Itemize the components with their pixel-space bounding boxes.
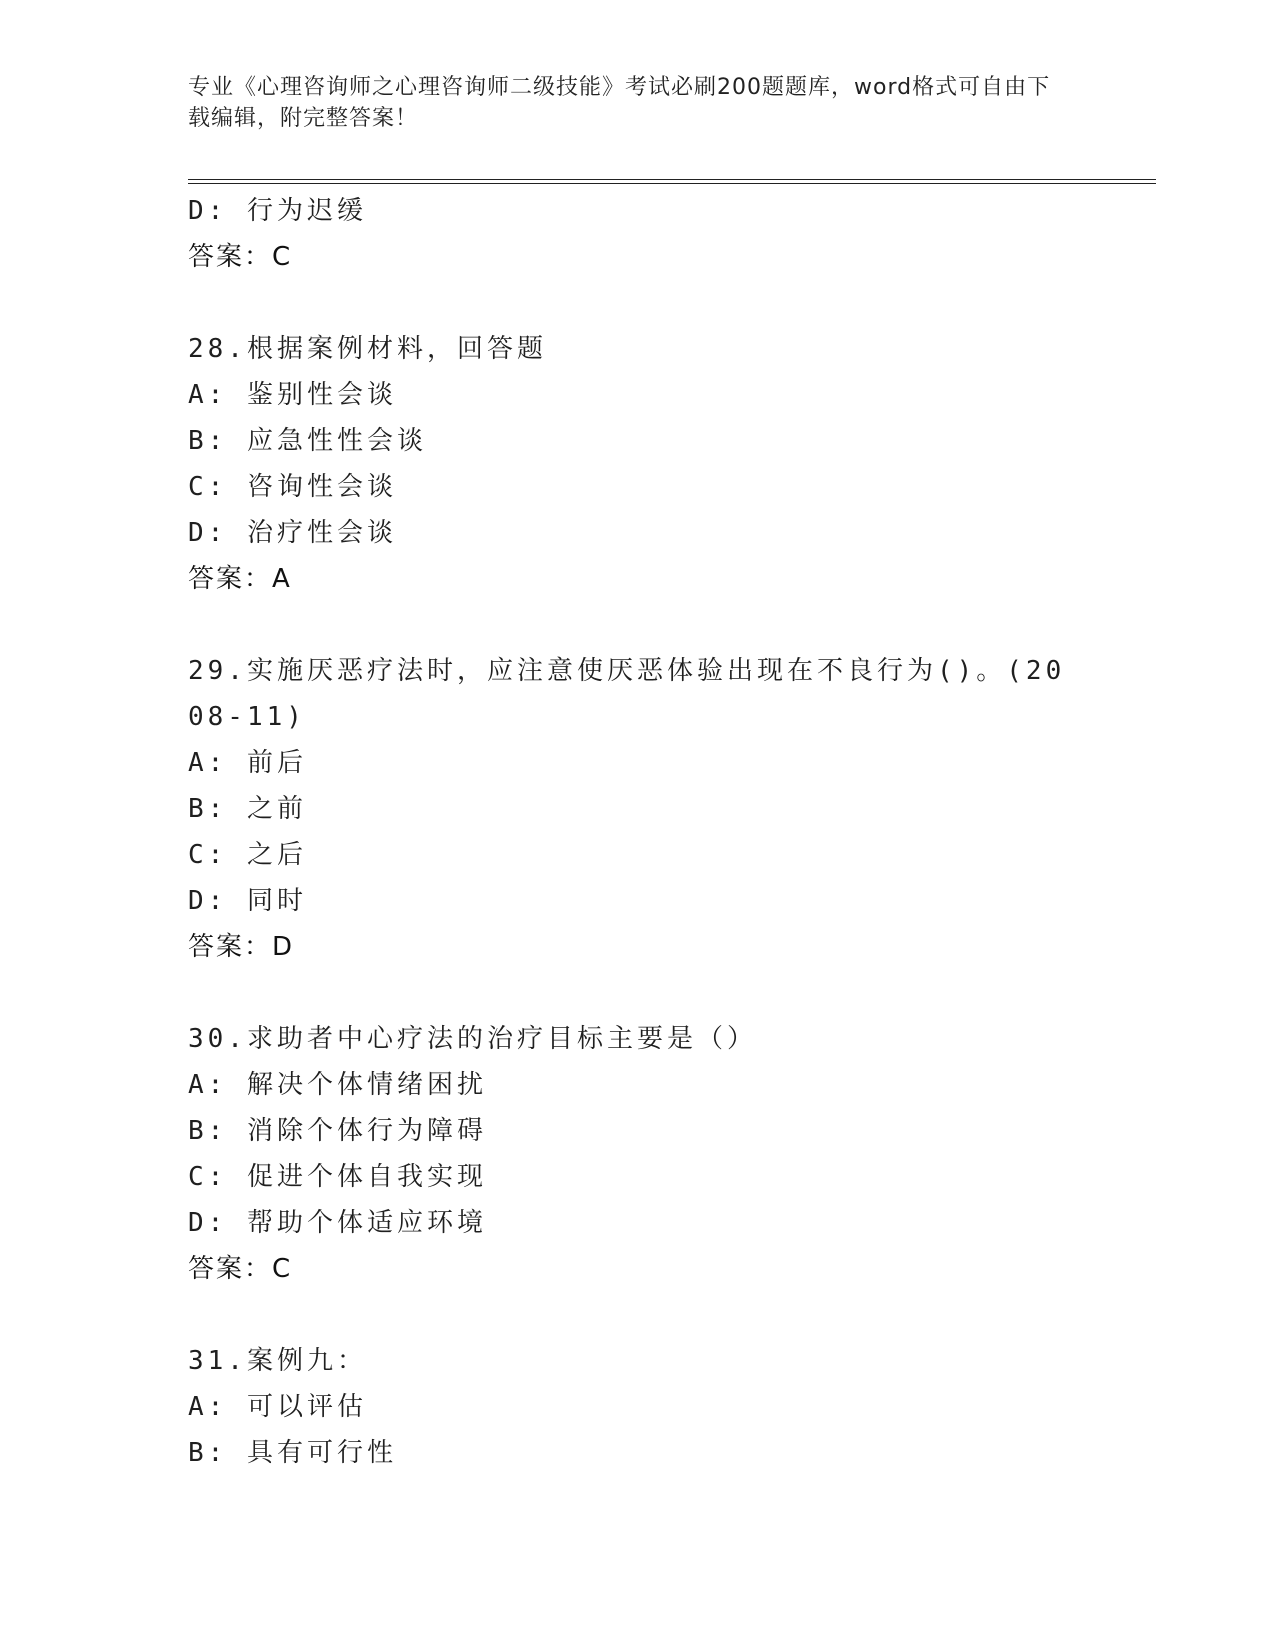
option-a: A: 解决个体情绪困扰 xyxy=(188,1070,487,1100)
option-d: D: 帮助个体适应环境 xyxy=(188,1208,487,1238)
option-c: C: 促进个体自我实现 xyxy=(188,1162,487,1192)
answer-line: 答案：D xyxy=(188,932,295,962)
header-rule-bottom xyxy=(188,183,1156,184)
question-29: 29.实施厌恶疗法时，应注意使厌恶体验出现在不良行为()。(2008-11) xyxy=(188,656,1066,732)
option-b: B: 消除个体行为障碍 xyxy=(188,1116,487,1146)
header-rule-top xyxy=(188,179,1156,180)
option-b: B: 应急性性会谈 xyxy=(188,426,427,456)
option-d: D: 治疗性会谈 xyxy=(188,518,397,548)
question-28: 28.根据案例材料，回答题 xyxy=(188,334,547,364)
answer-line: 答案：C xyxy=(188,242,293,272)
option-c: C: 咨询性会谈 xyxy=(188,472,397,502)
option-a: A: 可以评估 xyxy=(188,1392,367,1422)
option-c: C: 之后 xyxy=(188,840,307,870)
question-30: 30.求助者中心疗法的治疗目标主要是（） xyxy=(188,1024,757,1054)
option-a: A: 前后 xyxy=(188,748,307,778)
question-31: 31.案例九： xyxy=(188,1346,367,1376)
document-header: 专业《心理咨询师之心理咨询师二级技能》考试必刷200题题库，word格式可自由下载编辑，附完整答案！ xyxy=(188,75,1051,131)
option-d: D: 同时 xyxy=(188,886,307,916)
question-list xyxy=(188,188,1088,1476)
option-a: A: 鉴别性会谈 xyxy=(188,380,397,410)
option-d: D: 行为迟缓 xyxy=(188,196,367,226)
option-b: B: 之前 xyxy=(188,794,307,824)
option-b: B: 具有可行性 xyxy=(188,1438,397,1468)
answer-line: 答案：C xyxy=(188,1254,293,1284)
answer-line: 答案：A xyxy=(188,564,292,594)
